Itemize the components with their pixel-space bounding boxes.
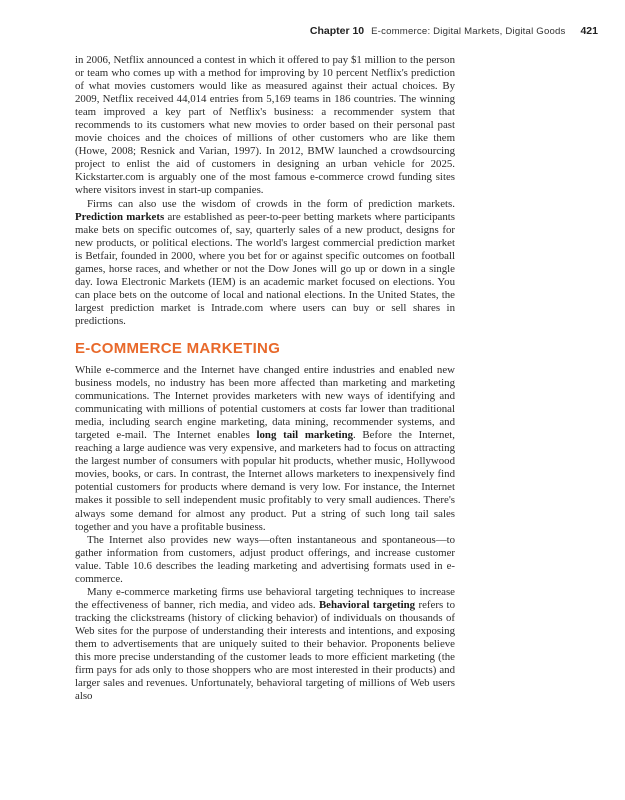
paragraph-long-tail bbox=[75, 364, 455, 534]
term-long-tail-marketing: long tail marketing bbox=[256, 429, 354, 442]
behavioral-targeting-before: Many e-commerce marketing firms use behavioral targeting techniques to increase the effectiveness of banner, rich media, and video ads. bbox=[75, 585, 455, 611]
chapter-label: Chapter 10 bbox=[309, 25, 365, 37]
paragraph-customer-information: The Internet also provides new ways—often instantaneous and spontaneous—to gather information from customers, adjust product offerings, and increase customer value. Table 10.6 describes the leading marketing and advertising formats used in e-commerce. bbox=[75, 533, 455, 585]
body-text bbox=[75, 54, 455, 703]
running-header bbox=[310, 25, 598, 37]
prediction-markets-body: are established as peer-to-peer betting markets where participants make bets on specific outcomes of, say, quarterly sales of a new product, designs for new products, or political elections. The world's largest commercial prediction market is Betfair, founded in 2000, where you bet for or against specific outcomes on football games, horse races, and whether or not the Dow Jones will go up or down in a single day. Iowa Electronic Markets (IEM) is an academic market focused on elections. You can place bets on the outcome of local and national elections. In the United States, the largest prediction market is Intrade.com where users can buy or sell shares in predictions. bbox=[75, 210, 455, 327]
behavioral-targeting-after: refers to tracking the clickstreams (history of clicking behavior) of individuals on thousands of Web sites for the purpose of understanding their interests and intentions, and exposing them to advertisements that are uniquely suited to their behavior. Proponents believe this more precise understanding of the customer leads to more efficient marketing (the firm pays for ads only to those shoppers who are most interested in their products) and larger sales and revenues. Unfortunately, behavioral targeting of millions of Web users also bbox=[75, 598, 455, 703]
paragraph-netflix: in 2006, Netflix announced a contest in which it offered to pay $1 million to the person or team who comes up with a method for improving by 10 percent Netflix's prediction of what movies customers would like as measured against their actual choices. By 2009, Netflix received 44,014 entries from 5,169 teams in 186 countries. The winning team improved a key part of Netflix's business: a recommender system that recommends to its customers what new movies to order based on their personal past movie choices and the choices of millions of other customers who are like them (Howe, 2008; Resnick and Varian, 1997). In 2012, BMW launched a crowdsourcing project to enlist the aid of customers in designing an urban vehicle for 2025. Kickstarter.com is arguably one of the most famous e-commerce crowd funding sites where visitors invest in start-up companies. bbox=[75, 54, 455, 197]
page-number: 421 bbox=[580, 25, 598, 37]
chapter-title: E-commerce: Digital Markets, Digital Goods bbox=[371, 26, 566, 37]
term-behavioral-targeting: Behavioral targeting bbox=[318, 598, 416, 611]
paragraph-prediction-markets bbox=[75, 198, 455, 328]
section-heading-ecommerce-marketing: E-COMMERCE MARKETING bbox=[75, 339, 281, 357]
prediction-markets-intro: Firms can also use the wisdom of crowds in the form of prediction markets. bbox=[87, 197, 455, 210]
paragraph-behavioral-targeting bbox=[75, 586, 455, 703]
long-tail-before: While e-commerce and the Internet have changed entire industries and enabled new business models, no industry has been more affected than marketing and marketing communications. The Internet provides marketers with new ways of identifying and communicating with millions of potential customers at costs far lower than traditional media, including search engine marketing, data mining, recommender systems, and targeted e-mail. The Internet enables bbox=[75, 363, 455, 442]
long-tail-after: . Before the Internet, reaching a large audience was very expensive, and marketers had to focus on attracting the largest number of consumers with popular hit products, whether music, Hollywood movies, books, or cars. In contrast, the Internet allows marketers to inexpensively find potential customers for products where demand is very low. For instance, the Internet makes it possible to sell independent music profitably to very small audiences. There's always some demand for almost any product. Put a string of such long tail sales together and you have a profitable business. bbox=[75, 429, 455, 533]
term-prediction-markets: Prediction markets bbox=[75, 210, 165, 223]
